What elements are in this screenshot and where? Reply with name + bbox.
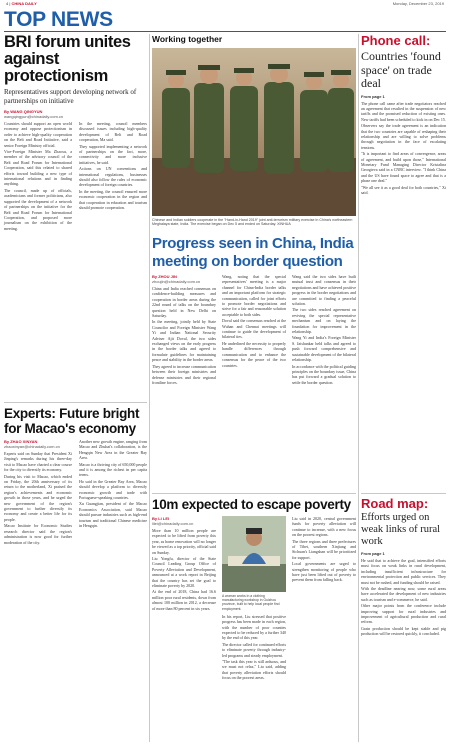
experts-byline-email: zhaoxinyan@chinadaily.com.cn [4,444,60,449]
page-number: 4 [6,1,9,6]
paragraph: Another new growth engine, ranging from Macao and Zhuhai's collaboration, is the Hengqin New Area in the Greater Bay Area. [79,439,147,461]
paragraph: Liu Yongfu, director of the State Council Leading Group Office of Poverty Alleviation and Development, announced at a work report in Beijing that the country has set the goal to eliminate poverty by 2020. [152,556,216,589]
jump-line: From page 1 [361,93,385,99]
experts-byline [4,439,72,449]
column-divider [358,34,359,742]
bri-byline [4,109,147,119]
bri-byline-name: By WANG QINGYUN [4,109,43,114]
jump-line: From page 1 [361,551,385,556]
progress-article [152,235,356,385]
paragraph: Doval said the consensus reached at the Wuhan and Chennai meetings will continue to guide the development of bilateral ties. [222,318,286,340]
paragraph: Liu said in 2020, central government funds for poverty alleviation will continue to increase, with a new focus on the poorest regions. [292,516,356,538]
paragraph: They supported implementing a network of partnerships on the fact, more, connectivity and more inclusive initiatives, he said. [79,143,147,165]
paragraph: Observers say the trade agreement is an indication that the two countries are capable of reshaping their relationship and are willing to solve problems through negotiation in the face of escalating tensions. [361,123,446,150]
soldiers-photo [152,48,356,216]
paragraph: Xu Guangjian, president of the Macao Economics Association, said Macao should pursue industries such as high-end tourism and traditional Chinese medicine in Hengqin. [79,501,147,529]
progress-byline-name: By ZHOU JIN [152,274,177,279]
paragraph: With the deadline nearing now, some rural areas have accelerated the development of new industries such as tourism and e-commerce, he said. [361,586,446,602]
poverty-byline-email: lilei@chinadaily.com.cn [152,521,194,526]
paragraph: During his visit to Macao, which ended on Friday, the 20th anniversary of its return to the motherland, Xi praised the region's achievements and economic growth in those years, and he urged the new government of the region's government to further diversify its economy and create a better life for its people. [4,473,72,522]
paragraph: Local governments are urged to strengthen monitoring of people who have just been lifted out of poverty to prevent them from falling back. [292,561,356,583]
workshop-photo [222,516,286,592]
paragraph: At the end of 2018, China had 16.6 million poor rural residents, down from almost 100 million in 2012, a decrease of more than 80 percent in six years. [152,589,216,611]
progress-col-2 [222,274,286,385]
experts-col-1 [4,439,72,545]
road-subhead: Efforts urged on weak links of rural work [361,512,441,547]
paragraph: The council, made up of officials, academicians and former politicians, also supported the development of a network of partnerships on the initiative for the Belt and Road Forum for International Cooperation, and proposed more journalism on the exhibition of the meeting. [4,187,72,231]
poverty-article [152,497,356,681]
masthead-left: 4 | CHINA DAILY [6,1,37,6]
paragraph: In the meeting, council members discussed issues including high-quality development of Belt and Road cooperation, Ma said. [79,121,147,143]
masthead [0,0,450,8]
poverty-byline [152,516,216,526]
experts-article [4,406,147,545]
bri-headline: BRI forum unites against protectionism [4,33,131,85]
paragraph: Vice-Foreign Minister Ma Zhaoxu, a member of the advisory council of the Belt and Road Forum for International Cooperation, said this related to shared efforts toward building a new type of international relations and in finding anything. [4,149,72,187]
poverty-byline-name: By LI LEI [152,516,170,521]
bri-body [4,121,147,231]
paragraph: "It is important to find areas of convergence, areas of agreement, and build upon those," International Monetary Fund Managing Director Kristalina Georgieva said in a CNBC interview. "I think China and the US have found space to agree and that is a phase one deal." [361,151,446,184]
paragraph: "We all see it as a good deal for both countries," Xi said. [361,184,446,195]
section-divider [361,493,446,494]
paragraph: In his report, Liu stressed that positive progress has been made in each region, with the number of poor counties expected to be reduced by a further 340 by the end of this year. [222,613,286,641]
experts-headline: Experts: Future bright for Macao's economy [4,406,140,436]
paragraph: In accordance with the political guiding principles on the boundary issue, China has put forward a gradual solution to settle the border question. [292,363,356,385]
soldiers-photo-image [152,48,356,216]
paragraph: They agreed to increase communication between their foreign ministries and defense ministries and their regional frontline forces. [152,363,216,385]
paper-name: CHINA DAILY [11,1,37,6]
bri-col-1 [4,121,72,231]
progress-col-3 [292,274,356,385]
bri-byline-email: wangqingyun@chinadaily.com.cn [4,114,64,119]
paragraph: Wang Yi and India's Foreign Minister S. Jaishankar held talks and agreed to push forward comprehensive and sustainable development of the bilateral relationship. [292,335,356,363]
paragraph: The director called for continued efforts to eliminate poverty through industry-led programs and steady employment. [222,641,287,658]
paragraph: Grain production should be kept stable and pig production will be restored quickly, it concluded. [361,625,446,637]
progress-headline: Progress seen in China, India meeting on border question [152,235,354,270]
section-rule [4,31,446,32]
paragraph: "The task this year is still arduous, and we must not relax," Liu said, adding that poverty alleviation efforts should focus on the poorest areas. [222,659,286,681]
paragraph: Wang, noting that the special representatives' meeting is a major channel for China-India border talks and an important platform for strategic communication, called for joint efforts to promote border negotiations and strive for a fair and reasonable solution acceptable to both sides. [222,274,286,317]
photo-caption: Chinese and Indian soldiers cooperate in the "Hand-in-Hand 2019" joint anti-terrorism military exercise in China's northeastern Meghalaya state, India. The exercise began on Dec 5 and ended on Saturday. XINHUA [152,218,353,227]
phone-call-article [361,34,446,195]
section-divider [4,402,147,403]
paragraph: He underlined the necessity to properly handle differences through communication and to enhance the consensus for the peace of the two countries. [222,340,286,368]
paragraph: Macao Institute for Economic Studies research director said the region's administration is now good for further moderation of the city. [4,523,72,545]
poverty-headline: 10m expected to escape poverty [152,497,351,512]
paragraph: Other major points from the conference include improving support for rural industries and improvement of agricultural production and rural reform. [361,603,446,625]
paragraph: Macao is a thriving city of 650,000 people and it is among the richest in per capita terms. [79,461,147,478]
phone-headline: Phone call: [361,33,431,48]
experts-col-2 [79,439,147,545]
paragraph: More than 10 million people are expected to be lifted from poverty this year, as home renovation will no longer be viewed as a top priority, official said on Sunday. [152,528,216,555]
road-headline: Road map: [361,496,429,511]
paragraph: Countries should support an open world economy and oppose protectionism in order to achieve high-quality cooperation on the Belt and Road Initiative, said a senior Foreign Ministry official. [4,121,72,148]
workshop-photo-image [222,516,286,592]
paragraph: The two sides reached agreement on reviving the special representative mechanism and on laying the foundation for improvement in the relationship. [292,307,356,335]
section-divider [152,493,356,494]
poverty-col-1 [152,516,216,681]
paragraph: China and India reached consensus on confidence-building measures and cooperation in border areas during the 22nd round of talks on the boundary question held in New Delhi on Saturday. [152,286,216,319]
paragraph: He said that to achieve the goal, intensified efforts must focus on weak links in rural development, including insufficient infrastructure for environmental protection and public services. They must not be rushed, and funding should be raised. [361,558,446,585]
section-title: TOP NEWS [4,8,113,31]
progress-byline [152,274,216,284]
bri-article [4,34,147,231]
paragraph: In the meeting, the council ensured more economic cooperation in the region and that cooperation in education and tourism should promote cooperation. [79,188,147,211]
progress-body [152,274,356,385]
paragraph: The phone call came after trade negotiators reached an agreement that resulted in the suspension of new tariffs and the promised reduction of existing ones. New tariffs had been scheduled to kick in on Dec 15. [361,100,446,122]
bri-deck: Representatives support developing network of partnerships on initiative [4,88,137,105]
paragraph: In the meeting, jointly held by State Councilor and Foreign Minister Wang Yi and Indian National Security Adviser Ajit Doval, the two sides exchanged views on the early progress in the border talks and agreed to formulate guidelines for maintaining peace and stability in the border areas. [152,319,216,363]
photo-title: Working together [152,34,223,44]
paragraph: Actions on UN conventions and international regulations, businesses should also follow the rules of economic development of foreign countries. [79,166,147,188]
road-map-article [361,497,446,637]
poverty-col-3 [292,516,356,681]
paragraph: Wang said the two sides have built mutual trust and consensus in their negotiations and have achieved positive progress in the border negotiations and are committed to finding a peaceful solution. [292,274,356,307]
issue-date: Monday, December 23, 2019 [392,1,444,6]
progress-byline-email: zhoujin@chinadaily.com.cn [152,279,201,284]
experts-body [4,439,147,545]
poverty-col-2 [222,516,286,681]
workshop-caption: A woman works in a clothing manufacturing workshop in Guizhou province, built to help local people find employment. [222,594,280,611]
progress-col-1 [152,274,216,385]
paragraph: Ho said in the Greater Bay Area, Macao should develop a platform to diversify economic growth and trade with Portuguese-speaking countries. [79,478,147,501]
phone-subhead: Countries 'found space' on trade deal [361,49,441,90]
poverty-body [152,516,356,681]
column-divider [149,34,150,742]
experts-byline-name: By ZHAO XINYAN [4,439,38,444]
bri-col-2 [79,121,147,231]
paragraph: Experts said on Sunday that President Xi Jinping's remarks during his three-day visit to Macao have charted a clear course for the city to diversify its economy. [4,451,72,473]
paragraph: The three regions and three prefectures of Tibet, southern Xinjiang and Sichuan's Liangshan will be prioritized for support. [292,538,356,560]
